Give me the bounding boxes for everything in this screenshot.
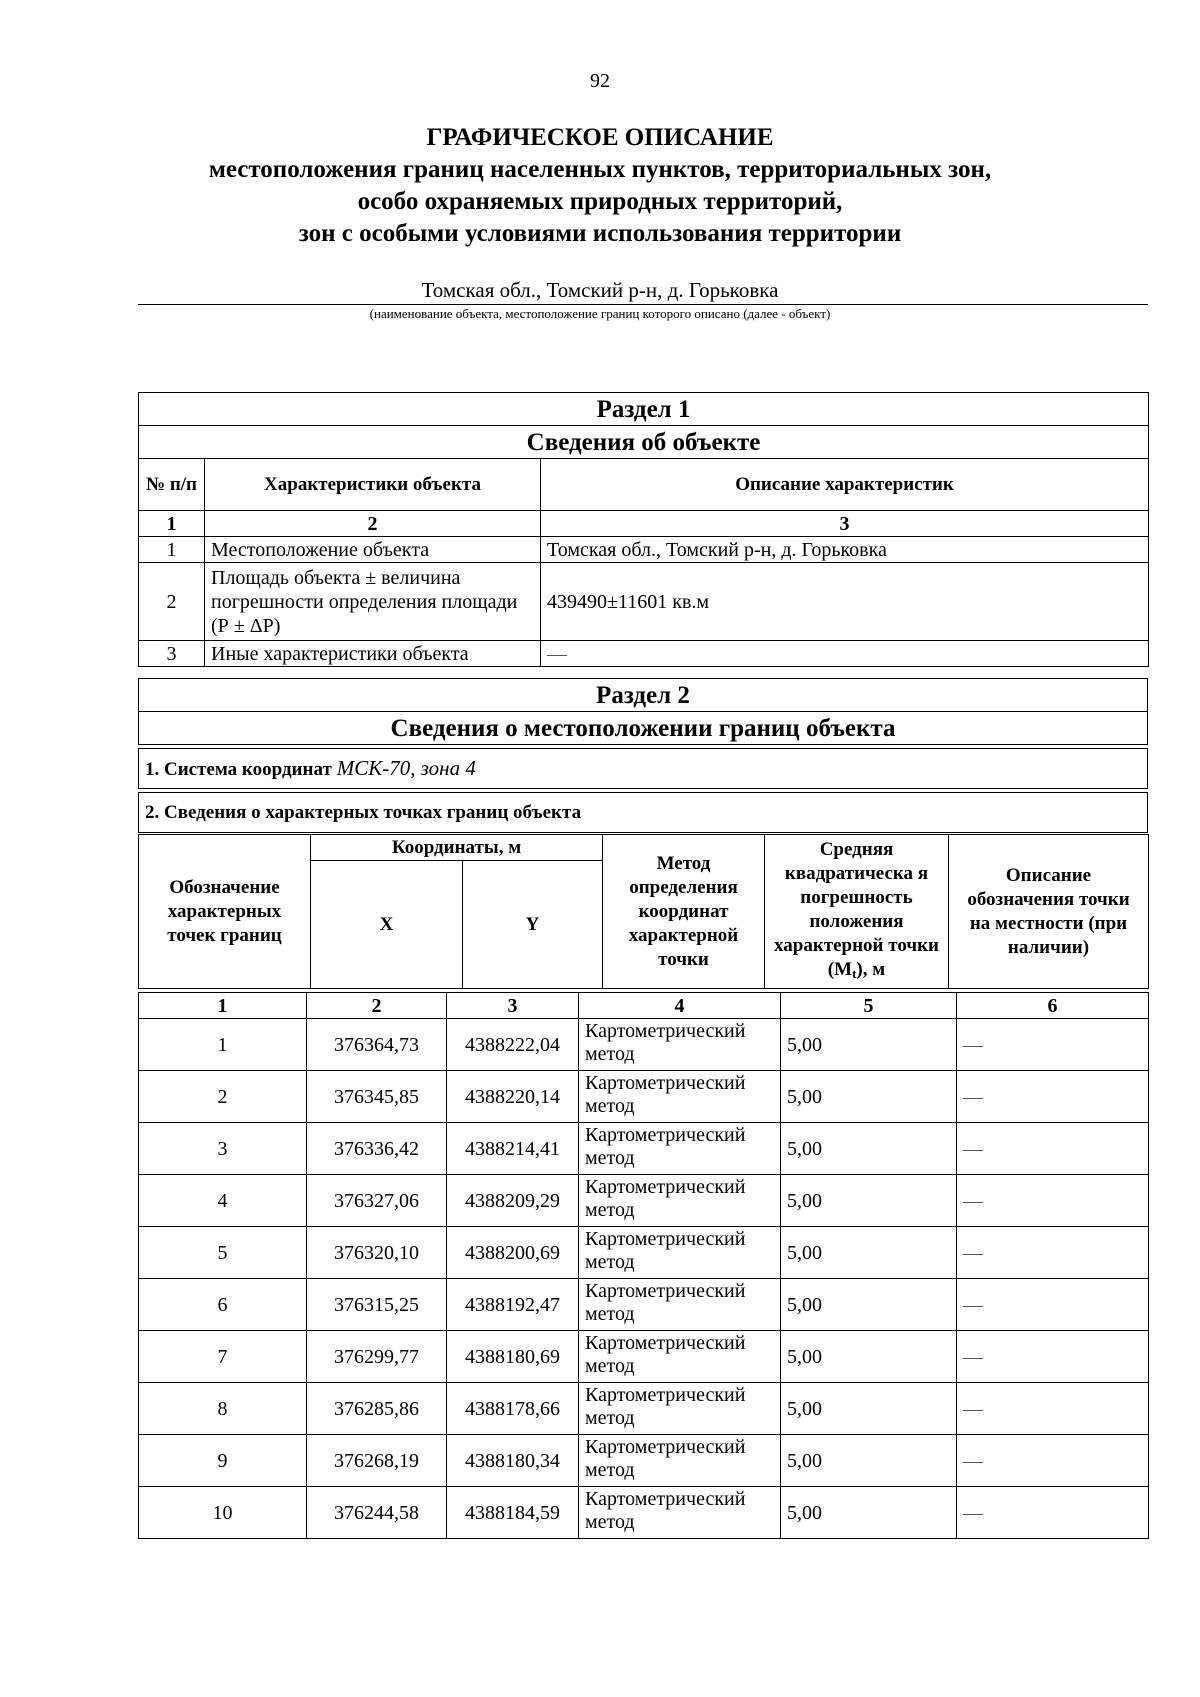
table-row	[139, 1487, 1149, 1539]
table-row	[139, 537, 1149, 563]
point-description: —	[957, 1227, 1149, 1279]
row-description: 439490±11601 кв.м	[541, 563, 1149, 641]
point-number: 5	[139, 1227, 307, 1279]
points-header-table	[138, 834, 1149, 989]
head-x: X	[311, 861, 463, 989]
section2-title: Сведения о местоположении границ объекта	[139, 712, 1148, 745]
point-error: 5,00	[781, 1019, 957, 1071]
point-description: —	[957, 1383, 1149, 1435]
head-y: Y	[463, 861, 603, 989]
points-colnum: 1	[139, 993, 307, 1019]
point-method: Картометрический метод	[579, 1331, 781, 1383]
point-y: 4388184,59	[447, 1487, 579, 1539]
point-number: 10	[139, 1487, 307, 1539]
point-method: Картометрический метод	[579, 1279, 781, 1331]
point-y: 4388192,47	[447, 1279, 579, 1331]
point-number: 3	[139, 1123, 307, 1175]
row-description: —	[541, 641, 1149, 667]
point-description: —	[957, 1331, 1149, 1383]
table-row	[139, 1331, 1149, 1383]
points-colnum: 3	[447, 993, 579, 1019]
point-x: 376244,58	[307, 1487, 447, 1539]
table-row	[139, 1019, 1149, 1071]
point-method: Картометрический метод	[579, 1123, 781, 1175]
point-y: 4388180,69	[447, 1331, 579, 1383]
point-number: 1	[139, 1019, 307, 1071]
points-label-table	[138, 792, 1148, 833]
point-description: —	[957, 1019, 1149, 1071]
point-method: Картометрический метод	[579, 1019, 781, 1071]
point-x: 376268,19	[307, 1435, 447, 1487]
point-description: —	[957, 1071, 1149, 1123]
point-description: —	[957, 1435, 1149, 1487]
point-error: 5,00	[781, 1227, 957, 1279]
section1-title: Сведения об объекте	[139, 426, 1149, 459]
point-x: 376364,73	[307, 1019, 447, 1071]
object-underline	[138, 304, 1148, 305]
point-number: 6	[139, 1279, 307, 1331]
row-description: Томская обл., Томский р-н, д. Горьковка	[541, 537, 1149, 563]
head-error	[765, 835, 949, 989]
section1-head-characteristic: Характеристики объекта	[205, 459, 541, 511]
head-designation: Обозначение характерных точек границ	[139, 835, 311, 989]
title-line-3: особо охраняемых природных территорий,	[357, 188, 843, 215]
point-number: 9	[139, 1435, 307, 1487]
point-number: 2	[139, 1071, 307, 1123]
table-row	[139, 1435, 1149, 1487]
point-x: 376320,10	[307, 1227, 447, 1279]
coord-system-value: МСК-70, зона 4	[336, 755, 476, 780]
head-coordinates: Координаты, м	[311, 835, 603, 861]
title-line-1: ГРАФИЧЕСКОЕ ОПИСАНИЕ	[426, 124, 774, 151]
head-error-tail: ), м	[856, 958, 886, 980]
table-row	[139, 641, 1149, 667]
section1-colnum: 2	[205, 511, 541, 537]
row-number: 3	[139, 641, 205, 667]
page-number: 92	[590, 70, 610, 92]
coord-system-table	[138, 748, 1148, 789]
row-characteristic: Местоположение объекта	[205, 537, 541, 563]
section1-table	[138, 392, 1149, 667]
point-y: 4388200,69	[447, 1227, 579, 1279]
object-caption: (наименование объекта, местоположение границ которого описано (далее - объект)	[369, 306, 831, 321]
document-title	[0, 122, 1200, 250]
section1-colnum: 3	[541, 511, 1149, 537]
point-y: 4388209,29	[447, 1175, 579, 1227]
table-row	[139, 1279, 1149, 1331]
point-y: 4388222,04	[447, 1019, 579, 1071]
point-error: 5,00	[781, 1435, 957, 1487]
point-method: Картометрический метод	[579, 1175, 781, 1227]
head-description: Описание обозначения точки на местности (при наличии)	[949, 835, 1149, 989]
point-y: 4388178,66	[447, 1383, 579, 1435]
point-description: —	[957, 1487, 1149, 1539]
point-x: 376285,86	[307, 1383, 447, 1435]
point-description: —	[957, 1175, 1149, 1227]
table-row	[139, 1071, 1149, 1123]
points-colnum: 5	[781, 993, 957, 1019]
point-y: 4388214,41	[447, 1123, 579, 1175]
point-y: 4388220,14	[447, 1071, 579, 1123]
table-row	[139, 1383, 1149, 1435]
points-colnum: 4	[579, 993, 781, 1019]
point-x: 376345,85	[307, 1071, 447, 1123]
point-method: Картометрический метод	[579, 1435, 781, 1487]
table-row	[139, 1175, 1149, 1227]
points-colnum: 2	[307, 993, 447, 1019]
point-error: 5,00	[781, 1175, 957, 1227]
head-method: Метод определения координат характерной точки	[603, 835, 765, 989]
point-x: 376327,06	[307, 1175, 447, 1227]
table-row	[139, 1123, 1149, 1175]
point-y: 4388180,34	[447, 1435, 579, 1487]
point-number: 4	[139, 1175, 307, 1227]
point-error: 5,00	[781, 1383, 957, 1435]
point-error: 5,00	[781, 1123, 957, 1175]
section2-header-table	[138, 678, 1148, 745]
row-number: 1	[139, 537, 205, 563]
section1-colnum: 1	[139, 511, 205, 537]
row-characteristic: Иные характеристики объекта	[205, 641, 541, 667]
point-error: 5,00	[781, 1331, 957, 1383]
point-error: 5,00	[781, 1071, 957, 1123]
point-description: —	[957, 1123, 1149, 1175]
coord-system-row	[139, 749, 1148, 789]
point-method: Картометрический метод	[579, 1383, 781, 1435]
section2-label: Раздел 2	[139, 679, 1148, 712]
section1-head-description: Описание характеристик	[541, 459, 1149, 511]
section1-head-num: № п/п	[139, 459, 205, 511]
row-characteristic: Площадь объекта ± величина погрешности определения площади (Р ± ΔР)	[205, 563, 541, 641]
point-number: 7	[139, 1331, 307, 1383]
point-method: Картометрический метод	[579, 1487, 781, 1539]
points-colnum: 6	[957, 993, 1149, 1019]
points-table	[138, 992, 1149, 1539]
point-description: —	[957, 1279, 1149, 1331]
point-method: Картометрический метод	[579, 1227, 781, 1279]
coord-system-label: 1. Система координат	[145, 758, 332, 780]
table-row	[139, 1227, 1149, 1279]
points-label: 2. Сведения о характерных точках границ объекта	[139, 793, 1148, 833]
head-error-text: Средняя квадратическа я погрешность положения характерной точки (M	[774, 838, 939, 980]
title-line-2: местоположения границ населенных пунктов, территориальных зон,	[208, 156, 992, 183]
section1-label: Раздел 1	[139, 393, 1149, 426]
point-method: Картометрический метод	[579, 1071, 781, 1123]
point-number: 8	[139, 1383, 307, 1435]
row-number: 2	[139, 563, 205, 641]
point-x: 376315,25	[307, 1279, 447, 1331]
head-error-subscript: t	[852, 965, 857, 981]
point-x: 376336,42	[307, 1123, 447, 1175]
title-line-4: зон с особыми условиями использования территории	[298, 220, 902, 247]
point-error: 5,00	[781, 1487, 957, 1539]
point-error: 5,00	[781, 1279, 957, 1331]
table-row	[139, 563, 1149, 641]
object-name: Томская обл., Томский р-н, д. Горьковка	[421, 278, 779, 302]
point-x: 376299,77	[307, 1331, 447, 1383]
